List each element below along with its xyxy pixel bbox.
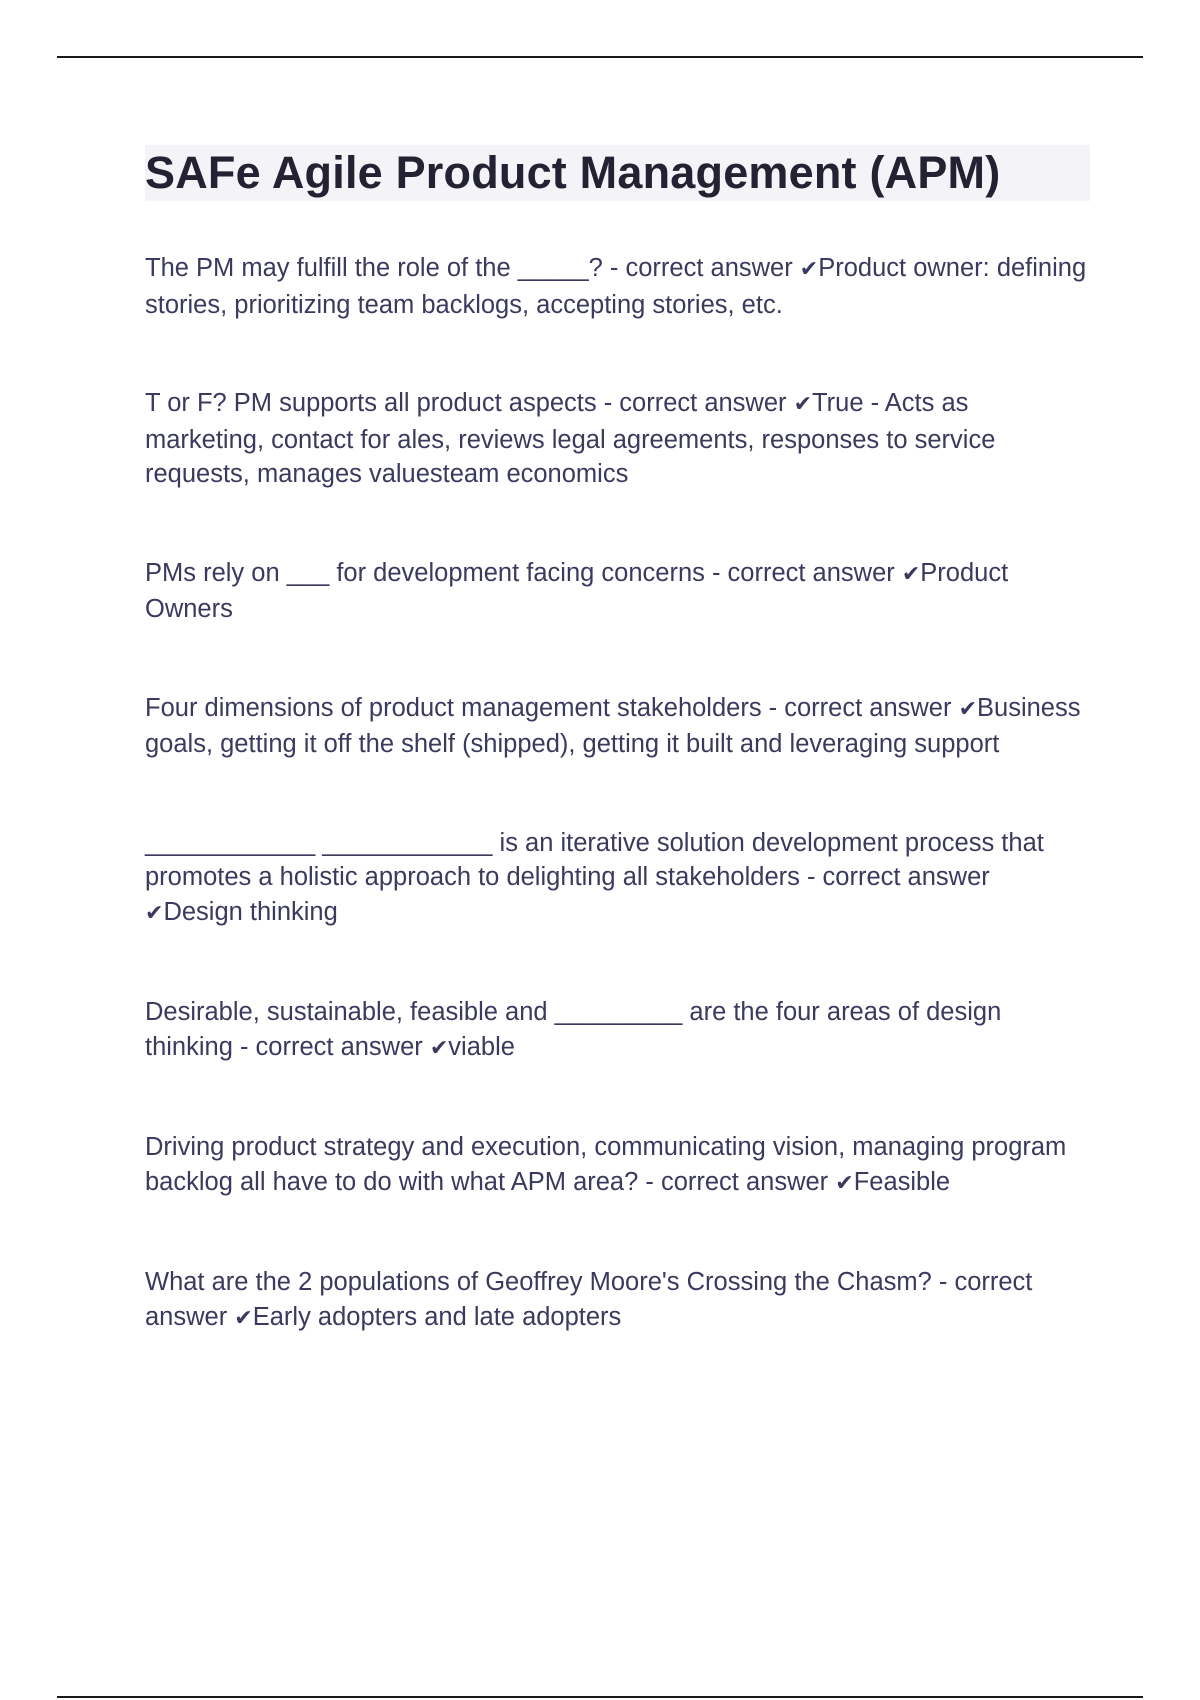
answer-text: Product Owners bbox=[145, 558, 1009, 623]
answer-text: viable bbox=[448, 1032, 515, 1061]
title-banner bbox=[145, 145, 1090, 201]
page-title: SAFe Agile Product Management (APM) bbox=[145, 147, 1001, 198]
answer-text: Design thinking bbox=[163, 897, 338, 926]
qa-item bbox=[145, 386, 1090, 492]
question-text: PMs rely on ___ for development facing concerns - correct answer bbox=[145, 558, 902, 587]
check-mark-icon: ✔ bbox=[835, 1170, 854, 1196]
answer-text: True - Acts as marketing, contact for ales, reviews legal agreements, responses to service requests, manages valuesteam economics bbox=[145, 389, 996, 488]
answer-text: Product owner: defining stories, prioritizing team backlogs, accepting stories, etc. bbox=[145, 254, 1087, 319]
document-body bbox=[145, 145, 1090, 1336]
question-text: Driving product strategy and execution, communicating vision, managing program backlog all have to do with what APM area? - correct answer bbox=[145, 1133, 1067, 1196]
qa-item bbox=[145, 251, 1090, 322]
qa-item bbox=[145, 995, 1090, 1066]
answer-text: Business goals, getting it off the shelf (shipped), getting it built and leveraging support bbox=[145, 693, 1081, 758]
question-text: The PM may fulfill the role of the _____? - correct answer bbox=[145, 254, 800, 282]
top-rule bbox=[57, 56, 1143, 58]
question-text: T or F? PM supports all product aspects - correct answer bbox=[145, 389, 794, 417]
question-text: ____________ ____________ is an iterative solution development process that promotes a holistic approach to delighting all stakeholders - correct answer bbox=[145, 828, 1044, 891]
question-text: Desirable, sustainable, feasible and _________ are the four areas of design thinking - correct answer bbox=[145, 998, 1002, 1061]
check-mark-icon: ✔ bbox=[145, 900, 164, 926]
check-mark-icon: ✔ bbox=[799, 257, 819, 282]
bottom-rule bbox=[57, 1696, 1143, 1698]
qa-item bbox=[145, 691, 1090, 762]
qa-item bbox=[145, 1130, 1090, 1201]
check-mark-icon: ✔ bbox=[429, 1035, 449, 1061]
check-mark-icon: ✔ bbox=[234, 1305, 253, 1331]
answer-text: Feasible bbox=[853, 1167, 951, 1196]
check-mark-icon: ✔ bbox=[958, 696, 977, 722]
answer-text: Early adopters and late adopters bbox=[252, 1302, 622, 1331]
check-mark-icon: ✔ bbox=[901, 561, 921, 587]
qa-item bbox=[145, 1265, 1090, 1336]
question-text: What are the 2 populations of Geoffrey Moore's Crossing the Chasm? - correct answer bbox=[145, 1268, 1033, 1331]
check-mark-icon: ✔ bbox=[793, 392, 813, 417]
qa-item bbox=[145, 556, 1090, 627]
qa-item bbox=[145, 826, 1090, 932]
question-text: Four dimensions of product management stakeholders - correct answer bbox=[145, 693, 959, 722]
